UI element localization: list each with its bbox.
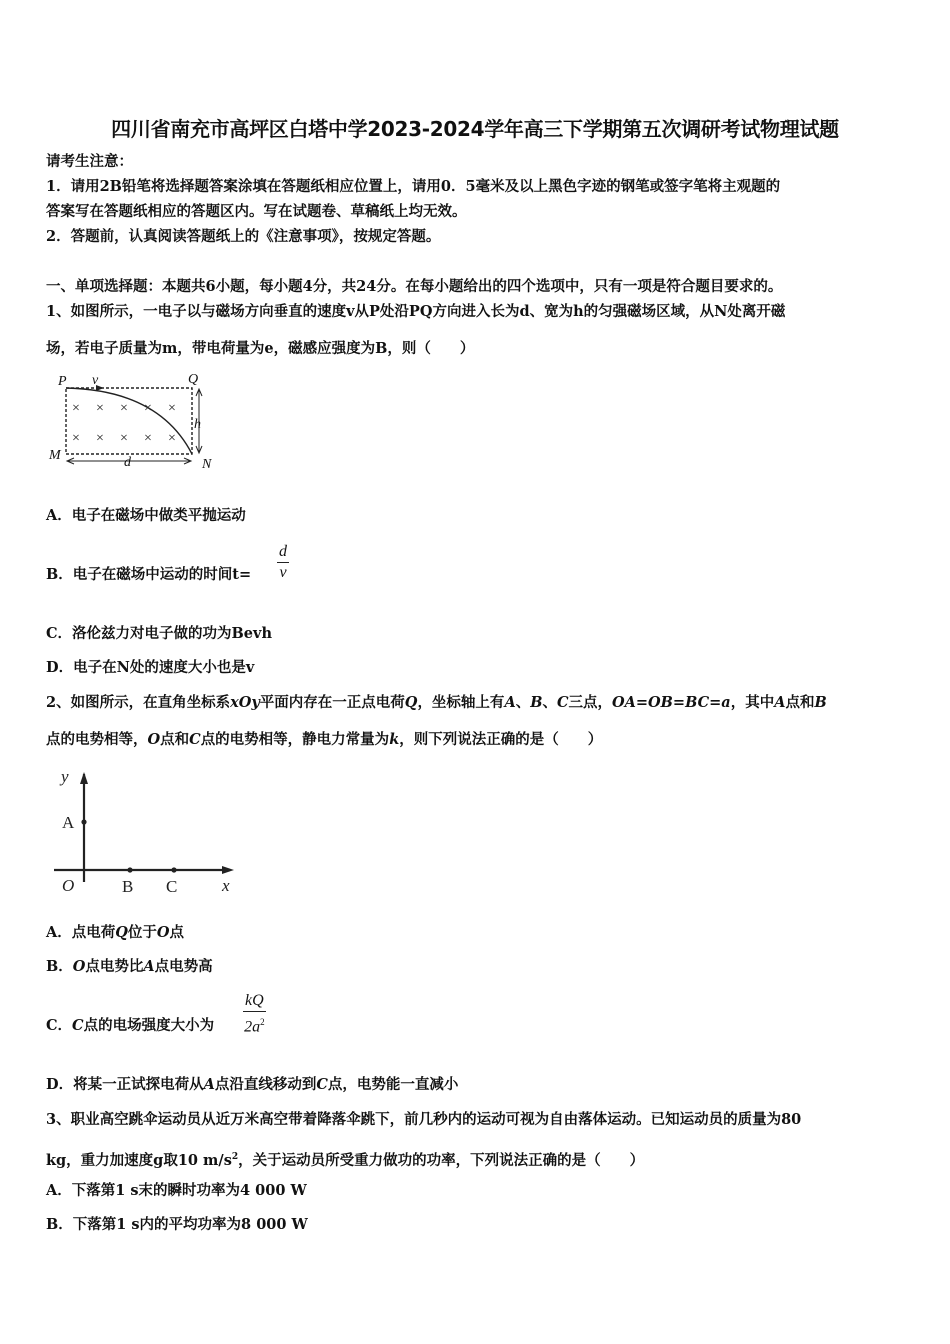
q2-stem-line-2: 点的电势相等，O点和C点的电势相等，静电力常量为k，则下列说法正确的是（ ） [46,731,603,748]
q2-stem-line-1: 2、如图所示，在直角坐标系xOy平面内存在一正点电荷Q，坐标轴上有A、B、C三点，OA=OB=BC=a，其中A点和B [46,694,827,711]
cross-mark: × [120,431,128,446]
notice-item-1-line-2: 答案写在答题纸相应的答题区内。写在试题卷、草稿纸上均无效。 [46,203,467,220]
label-x: x [222,876,230,895]
q3-option-b: B．下落第1 s内的平均功率为8 000 W [46,1216,308,1233]
section-heading: 一、单项选择题：本题共6小题，每小题4分，共24分。在每小题给出的四个选项中，只有一项是符合题目要求的。 [46,278,783,295]
y-axis-arrow [80,772,88,784]
notice-item-2: 2．答题前，认真阅读答题纸上的《注意事项》，按规定答题。 [46,228,441,245]
fraction-numerator: kQ [243,992,266,1012]
q1-option-b: B．电子在磁场中运动的时间t= [46,566,252,583]
x-axis-arrow [222,866,234,874]
label-b: B [122,877,134,896]
q1-stem-line-1: 1、如图所示，一电子以与磁场方向垂直的速度v从P处沿PQ方向进入长为d、宽为h的匀强磁场区域，从N处离开磁 [46,303,786,320]
page-title: 四川省南充市高坪区白塔中学2023-2024学年高三下学期第五次调研考试物理试题 [111,117,839,141]
label-p: P [58,374,67,389]
label-d: d [124,455,131,470]
q1-magnetic-field-figure [44,368,224,476]
cross-mark: × [144,431,152,446]
label-m: M [49,448,61,463]
cross-mark: × [72,431,80,446]
notice-header: 请考生注意： [46,153,133,170]
q2-option-c: C．C点的电场强度大小为 [46,1017,215,1034]
label-a: A [62,813,75,832]
cross-mark: × [144,401,152,416]
cross-mark: × [96,431,104,446]
fraction-denominator: v [279,564,287,581]
point-a-marker [81,819,86,824]
cross-mark: × [168,431,176,446]
q2-option-b: B．O点电势比A点电势高 [46,958,213,975]
label-c: C [166,877,178,896]
label-o: O [62,876,75,895]
label-y: y [61,767,69,786]
cross-mark: × [72,401,80,416]
label-v: v [92,373,99,388]
fraction-numerator: d [277,543,289,563]
point-b-marker [127,867,132,872]
cross-mark: × [96,401,104,416]
q2-coordinate-figure [50,764,242,898]
q1-stem-line-2: 场，若电子质量为m，带电荷量为e，磁感应强度为B，则（ ） [46,340,475,357]
q1-option-d: D．电子在N处的速度大小也是v [46,659,255,676]
q1-option-a: A．电子在磁场中做类平抛运动 [46,507,246,524]
q1-option-c: C．洛伦兹力对电子做的功为Bevh [46,625,272,642]
label-h: h [194,417,201,432]
fraction-denominator: $2a^2$ [244,1017,265,1036]
cross-mark: × [168,401,176,416]
q3-stem-line-1: 3、职业高空跳伞运动员从近万米高空带着降落伞跳下，前几秒内的运动可视为自由落体运动。已知运动员的质量为80 [46,1111,802,1128]
cross-mark: × [120,401,128,416]
point-c-marker [171,867,176,872]
q3-stem-line-2: kg，重力加速度g取10 $m/s^2$，关于运动员所受重力做功的功率，下列说法正确的是（ ） [46,1151,645,1169]
q1-option-b-fraction [277,543,289,582]
notice-item-1-line-1: 1．请用2B铅笔将选择题答案涂填在答题纸相应位置上，请用0．5毫米及以上黑色字迹的钢笔或签字笔将主观题的 [46,178,781,195]
q3-option-a: A．下落第1 s末的瞬时功率为4 000 W [46,1182,307,1199]
q2-option-a: A．点电荷Q位于O点 [46,924,185,941]
label-q: Q [188,372,199,387]
q2-option-c-fraction [243,992,266,1036]
label-n: N [202,457,212,472]
q2-option-d: D．将某一正试探电荷从A点沿直线移动到C点，电势能一直减小 [46,1076,459,1093]
